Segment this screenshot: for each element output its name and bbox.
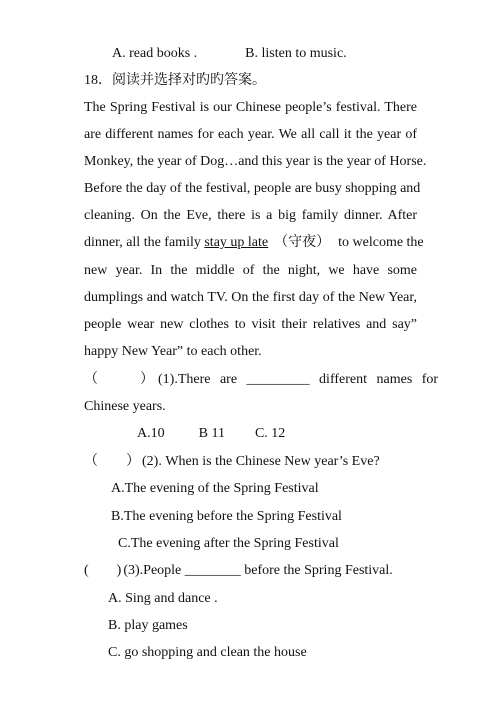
option-c: C.The evening after the Spring Festival: [118, 536, 339, 551]
passage-line: cleaning. On the Eve, there is a big family dinner. After: [84, 208, 417, 223]
option-a: A. Sing and dance .: [108, 591, 218, 606]
question-stem-cont: Chinese years.: [84, 399, 166, 414]
question-stem: (3).People ________ before the Spring Festival.: [123, 563, 393, 578]
passage-line: The Spring Festival is our Chinese people’s festival. There: [84, 100, 417, 115]
question-1: [84, 371, 439, 389]
answer-paren: （ ）: [84, 372, 154, 387]
question-header: 18．阅读并选择对旳旳答案。: [84, 73, 266, 88]
passage-line: new year. In the middle of the night, we have some: [84, 263, 417, 278]
question-3: [84, 562, 393, 580]
chinese-gloss: （守夜）: [274, 235, 331, 250]
passage-text: to welcome the: [338, 235, 424, 250]
option-b: B. play games: [108, 618, 188, 633]
option-b: B. listen to music.: [245, 46, 347, 61]
passage-line: happy New Year” to each other.: [84, 344, 262, 359]
option-a: A.The evening of the Spring Festival: [111, 481, 319, 496]
passage-line: people wear new clothes to visit their relatives and say”: [84, 317, 417, 332]
passage-line: [84, 234, 424, 252]
question-2: [84, 453, 380, 471]
option-b: B 11: [198, 426, 225, 441]
underlined-phrase: stay up late: [204, 235, 269, 250]
question-stem: (2). When is the Chinese New year’s Eve?: [142, 454, 380, 469]
passage-line: Monkey, the year of Dog…and this year is the year of Horse.: [84, 154, 427, 169]
option-c: C. go shopping and clean the house: [108, 645, 307, 660]
passage-text: dinner, all the family: [84, 235, 205, 250]
passage-line: are different names for each year. We all call it the year of: [84, 127, 417, 142]
option-c: C. 12: [254, 426, 286, 441]
passage-line: Before the day of the festival, people are busy shopping and: [84, 181, 421, 196]
answer-paren: ( ): [84, 563, 122, 578]
q1-options: [137, 425, 285, 443]
prev-question-options: [112, 45, 347, 63]
answer-paren: （ ）: [84, 454, 140, 469]
option-a: A.10: [137, 426, 165, 441]
passage-line: dumplings and watch TV. On the first day of the New Year,: [84, 290, 417, 305]
question-stem: (1).There are _________ different names for: [158, 372, 439, 387]
option-b: B.The evening before the Spring Festival: [111, 509, 342, 524]
option-a: A. read books .: [112, 46, 198, 61]
